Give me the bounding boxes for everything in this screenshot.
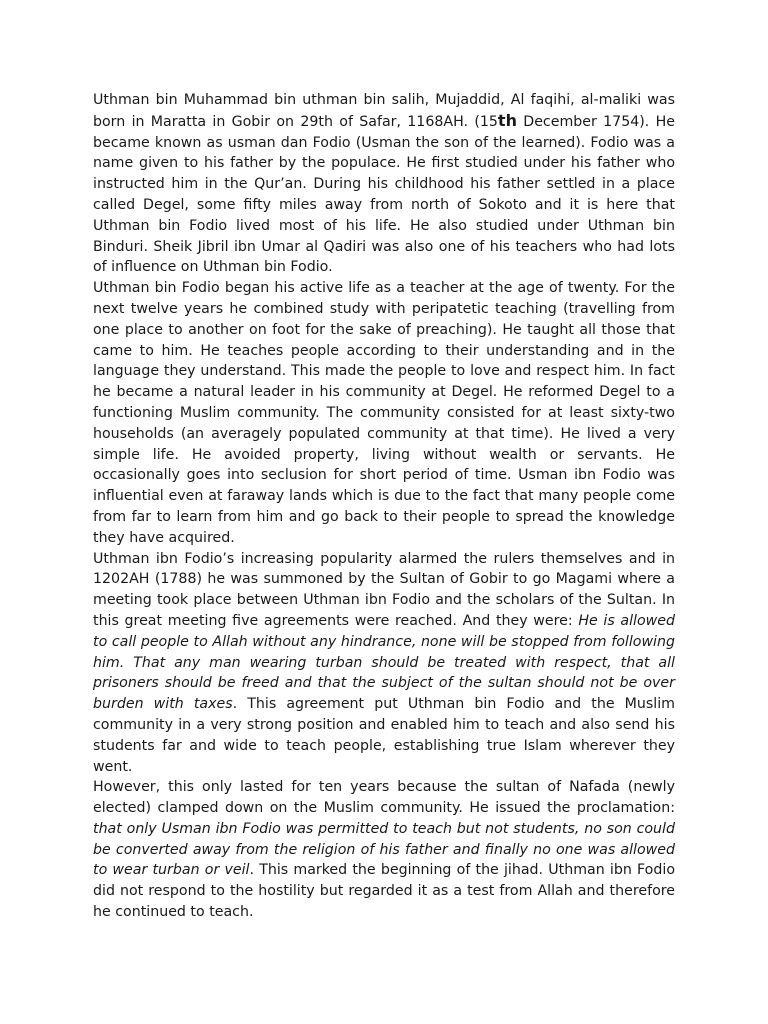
paragraph-1-text-a: Uthman bin Muhammad bin uthman bin salih, Mujaddid, Al faqihi, al-maliki was born in Maratta in Gobir on 29th of Safar, 1168AH. (15 [93,92,675,130]
paragraph-4-text-a: However, this only lasted for ten years because the sultan of Nafada (newly elected) clamped down on the Muslim community. He issued the proclamation: [93,779,675,817]
paragraph-2: Uthman bin Fodio began his active life as a teacher at the age of twenty. For the next twelve years he combined study with peripatetic teaching (travelling from one place to another on foot for the sake of preaching). He taught all those that came to him. He teaches people according to their understanding and in the language they understand. This made the people to love and respect him. In fact he became a natural leader in his community at Degel. He reformed Degel to a functioning Muslim community. The community consisted for at least sixty-two households (an averagely populated community at that time). He lived a very simple life. He avoided property, living without wealth or servants. He occasionally goes into seclusion for short period of time. Usman ibn Fodio was influential even at faraway lands which is due to the fact that many people come from far to learn from him and go back to their people to spread the knowledge they have acquired. [93,280,675,546]
paragraph-4 [93,777,675,923]
paragraph-3-agreements: He is allowed to call people to Allah without any hindrance, none will be stopped from following him. That any man wearing turban should be treated with respect, that all prisoners should be freed and that the subject of the sultan should not be over burden with taxes [93,612,675,713]
document-page [93,90,675,923]
paragraph-1-text-b: December 1754). He became known as usman dan Fodio (Usman the son of the learned). Fodio was a name given to his father by the populace. He first studied under his father who instructed him in the Qur’an. During his childhood his father settled in a place called Degel, some fifty miles away from north of Sokoto and it is here that Uthman bin Fodio lived most of his life. He also studied under Uthman bin Binduri. Sheik Jibril ibn Umar al Qadiri was also one of his teachers who had lots of influence on Uthman bin Fodio. [93,113,675,276]
paragraph-4-proclamation: that only Usman ibn Fodio was permitted to teach but not students, no son could be converted away from the religion of his father and finally no one was allowed to wear turban or veil [93,820,675,879]
paragraph-3 [93,549,675,778]
paragraph-3-text-a: Uthman ibn Fodio’s increasing popularity alarmed the rulers themselves and in 1202AH (1788) he was summoned by the Sultan of Gobir to go Magami where a meeting took place between Uthman ibn Fodio and the scholars of the Sultan. In this great meeting five agreements were reached. And they were: [93,550,675,629]
paragraph-3-text-b: . This agreement put Uthman bin Fodio and the Muslim community in a very strong position and enabled him to teach and also send his students far and wide to teach people, establishing true Islam wherever they went. [93,696,675,775]
paragraph-4-text-b: . This marked the beginning of the jihad. Uthman ibn Fodio did not respond to the hostility but regarded it as a test from Allah and therefore he continued to teach. [93,862,675,921]
ordinal-suffix: th [497,110,517,130]
paragraph-1 [93,90,675,278]
